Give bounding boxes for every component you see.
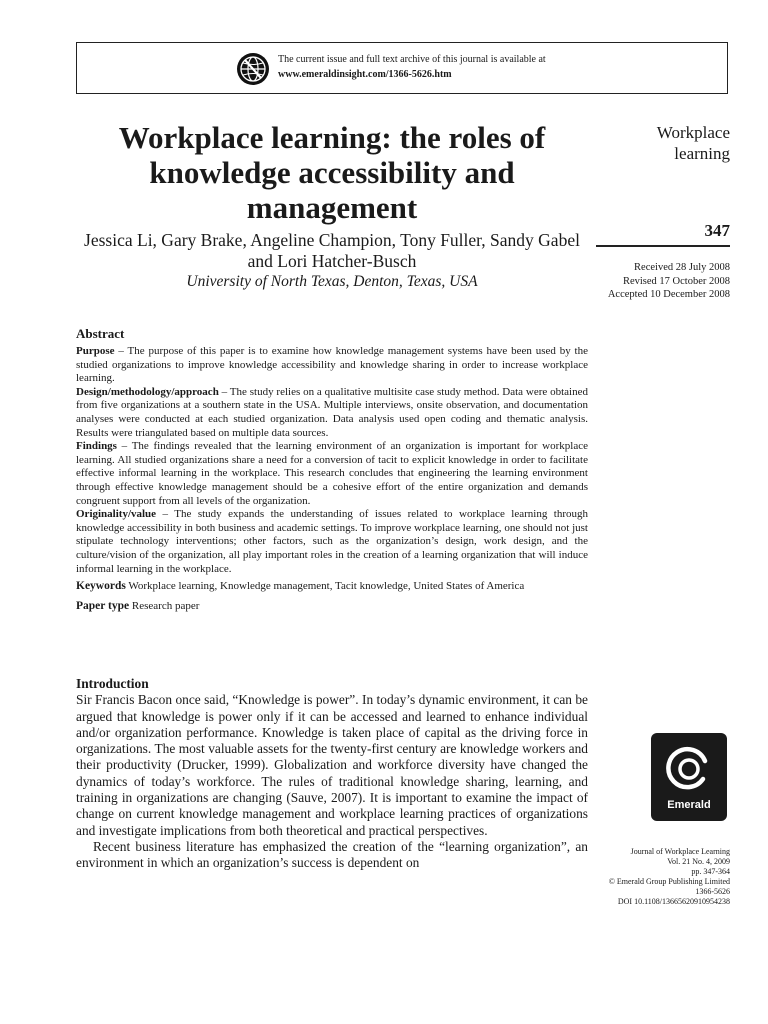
article-title: Workplace learning: the roles of knowledge accessibility and management [118, 120, 546, 225]
received-date: Received 28 July 2008 [634, 262, 730, 273]
author-affiliation: University of North Texas, Denton, Texas, USA [186, 273, 478, 290]
abstract-originality: Originality/value – The study expands the understanding of issues related to workplace learning through knowledge accessibility in both business and academic settings. To improve workplace learning, one should not just stipulate technology interventions; other factors, such as the organization’s design, work design, and the culture/vision of the organization, all play important roles in the creation of a learning organization that will induce informal learning in the workplace. [76, 508, 588, 575]
journal-copyright: © Emerald Group Publishing Limited [608, 877, 730, 886]
abstract-section [76, 326, 588, 613]
journal-access-notice [76, 42, 728, 94]
abstract-keywords: Keywords Workplace learning, Knowledge management, Tacit knowledge, United States of America [76, 580, 525, 593]
globe-icon [236, 52, 270, 86]
sidebar-divider [596, 245, 730, 247]
introduction-heading: Introduction [76, 676, 149, 691]
submission-dates [588, 261, 730, 302]
author-list: Jessica Li, Gary Brake, Angeline Champion, Tony Fuller, Sandy Gabel and Lori Hatcher-Busch [84, 230, 580, 271]
journal-issn: 1366-5626 [695, 887, 730, 896]
journal-url-link[interactable]: www.emeraldinsight.com/1366-5626.htm [278, 69, 452, 80]
emerald-logo [651, 733, 727, 821]
page-number: 347 [704, 221, 730, 240]
emerald-logo-text: Emerald [667, 799, 711, 811]
introduction-paragraph-1: Sir Francis Bacon once said, “Knowledge is power”. In today’s dynamic environment, it can be argued that knowledge is power only if it can be accessed and learned to enhance individual and/or organization performance. Knowledge is taken place of capital as the driving force in organizations. The most valuable assets for the twenty-first century are knowledge workers and their productivity (Drucker, 1999). Globalization and workforce diversity have changed the dynamics of today’s workforce. The rules of traditional knowledge sharing, learning, and training in organizations are changing (Sauve, 2007). It is important to examine the impact of change on current knowledge management and workplace learning practices of organizations and investigate implications from both theoretical and practical perspectives. [76, 692, 588, 838]
journal-pages: pp. 347-364 [691, 867, 730, 876]
abstract-paper-type: Paper type Research paper [76, 599, 200, 612]
emerald-swirl-icon [665, 743, 713, 795]
revised-date: Revised 17 October 2008 [622, 275, 730, 287]
introduction-section [76, 676, 588, 872]
journal-doi: DOI 10.1108/13665620910954238 [617, 897, 730, 906]
journal-name: Journal of Workplace Learning [630, 847, 730, 856]
running-head: Workplace learning [656, 123, 730, 163]
introduction-paragraph-2: Recent business literature has emphasized the creation of the “learning organization”, an environment in which an organization’s success is dependent on [76, 838, 588, 871]
abstract-heading: Abstract [76, 326, 125, 341]
archive-notice: The current issue and full text archive of this journal is available at [278, 54, 546, 65]
accepted-date: Accepted 10 December 2008 [607, 289, 730, 300]
journal-info [580, 847, 730, 907]
journal-volume: Vol. 21 No. 4, 2009 [667, 857, 730, 866]
abstract-findings: Findings – The findings revealed that the learning environment of an organization is important for workplace learning. All studied organizations share a need for a conversion of tacit to explicit knowledge in order to facilitate effective informal learning in the workplace. This research concludes that engineering the learning environment through effective knowledge management should be a cohesive effort of the entire organization and demands congruent support from all levels of the organization. [76, 440, 588, 507]
abstract-design: Design/methodology/approach – The study relies on a qualitative multisite case study method. Data were obtained from five organizations at a southern state in the USA. Multiple interviews, onsite observation, and documentation analyses were conducted at each studied organization. Data analysis used open coding and thematic analysis. Results were triangulated based on multiple data sources. [76, 385, 588, 439]
abstract-purpose: Purpose – The purpose of this paper is to examine how knowledge management systems have been used by the studied organizations to improve knowledge accessibility and knowledge sharing in order to increase workplace learning. [76, 345, 588, 385]
